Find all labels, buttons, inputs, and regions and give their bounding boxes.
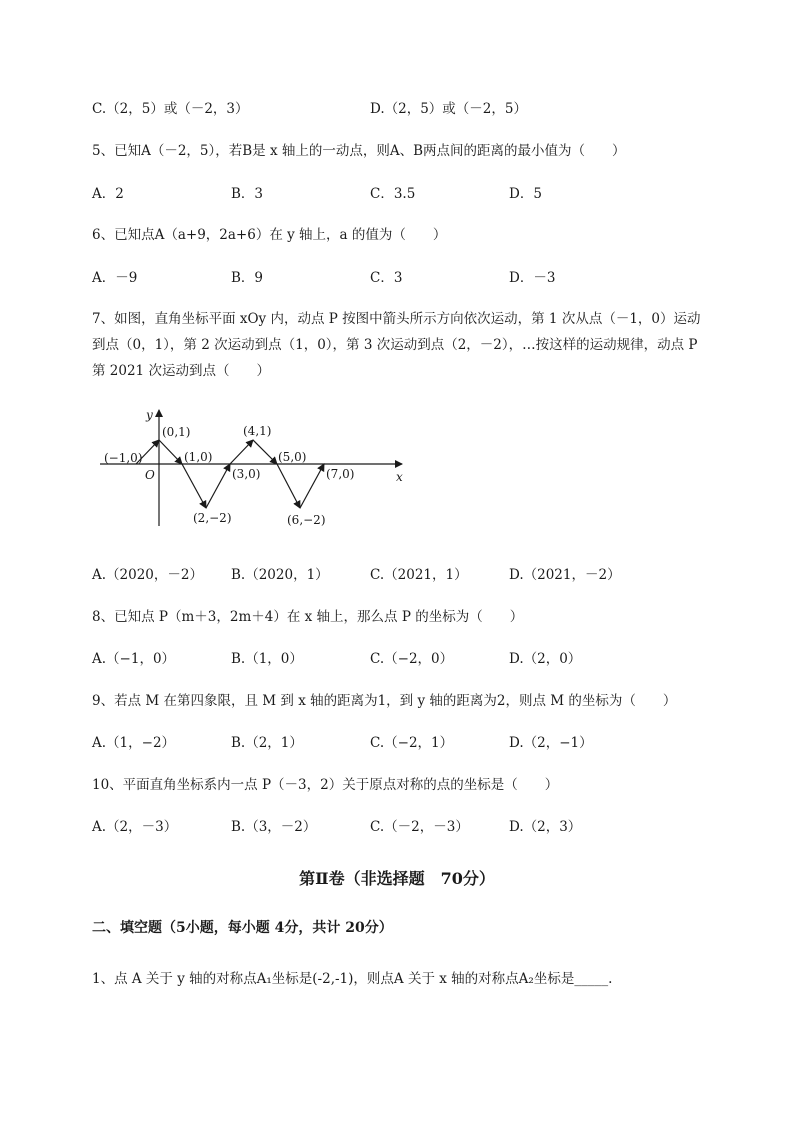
path-segment-2 bbox=[159, 440, 182, 464]
path-segment-3 bbox=[182, 464, 206, 508]
path-segment-8 bbox=[300, 464, 324, 508]
fill-blank-q1: 1、点 A 关于 y 轴的对称点A₁坐标是(-2,-1)，则点A 关于 x 轴的对称点A₂坐标是_____. bbox=[92, 971, 613, 987]
q7-option-a: A.（2020，－2） bbox=[92, 567, 203, 583]
path-segment-6 bbox=[253, 440, 277, 464]
q10-option-b: B.（3，－2） bbox=[231, 819, 317, 835]
q10-stem: 10、平面直角坐标系内一点 P（－3，2）关于原点对称的点的坐标是（ ） bbox=[92, 777, 559, 793]
q5-option-a: A．2 bbox=[92, 186, 124, 202]
q8-stem: 8、已知点 P（m＋3，2m＋4）在 x 轴上，那么点 P 的坐标为（ ） bbox=[92, 609, 524, 625]
q8-option-d: D.（2，0） bbox=[509, 651, 582, 667]
q8-option-a: A.（−1，0） bbox=[92, 651, 176, 667]
q7-option-b: B.（2020，1） bbox=[231, 567, 329, 583]
part2-section-heading: 二、填空题（5小题，每小题 4分，共计 20分） bbox=[92, 920, 393, 936]
q7-stem-line3: 第 2021 次运动到点（ ） bbox=[92, 363, 270, 379]
q9-option-d: D.（2，−1） bbox=[509, 735, 593, 751]
path-segment-4 bbox=[206, 464, 230, 508]
q8-option-b: B.（1，0） bbox=[231, 651, 303, 667]
q8-option-c: C.（−2，0） bbox=[370, 651, 454, 667]
point-label-6: (4,1) bbox=[243, 424, 272, 438]
point-label-1: (−1,0) bbox=[104, 451, 143, 465]
point-label-4: (2,−2) bbox=[193, 511, 232, 525]
x-axis-label: x bbox=[396, 470, 403, 484]
q5-option-d: D．5 bbox=[509, 186, 542, 202]
q5-option-b: B．3 bbox=[231, 186, 264, 202]
q10-option-c: C.（－2，－3） bbox=[370, 819, 469, 835]
q7-stem-line2: 到点（0，1），第 2 次运动到点（1，0），第 3 次运动到点（2，－2），…按这样的运动规律，动点 P bbox=[92, 337, 698, 353]
point-label-2: (0,1) bbox=[162, 425, 191, 439]
q7-motion-diagram bbox=[96, 398, 416, 533]
point-label-8: (6,−2) bbox=[287, 513, 326, 527]
q9-option-c: C.（−2，1） bbox=[370, 735, 454, 751]
q7-stem-line1: 7、如图，直角坐标平面 xOy 内，动点 P 按图中箭头所示方向依次运动，第 1 次从点（－1，0）运动 bbox=[92, 311, 701, 327]
point-label-7: (5,0) bbox=[278, 450, 307, 464]
q6-option-c: C．3 bbox=[370, 270, 403, 286]
q7-option-d: D.（2021，－2） bbox=[509, 567, 621, 583]
q10-option-d: D.（2，3） bbox=[509, 819, 582, 835]
q5-stem: 5、已知A（－2，5），若B是 x 轴上的一动点，则A、B两点间的距离的最小值为（ ） bbox=[92, 143, 626, 159]
path-segment-5 bbox=[230, 440, 253, 464]
q6-stem: 6、已知点A（a+9，2a+6）在 y 轴上，a 的值为（ ） bbox=[92, 227, 447, 243]
q7-option-c: C.（2021，1） bbox=[370, 567, 468, 583]
q5-option-c: C．3.5 bbox=[370, 186, 416, 202]
y-axis-label: y bbox=[146, 408, 153, 422]
q6-option-b: B．9 bbox=[231, 270, 264, 286]
point-label-3: (1,0) bbox=[184, 450, 213, 464]
q4-option-c: C.（2，5）或（－2，3） bbox=[92, 101, 249, 117]
point-label-9: (7,0) bbox=[326, 467, 355, 481]
path-segment-7 bbox=[277, 464, 300, 508]
q10-option-a: A.（2，－3） bbox=[92, 819, 178, 835]
origin-label: O bbox=[145, 468, 155, 482]
q4-option-d: D.（2，5）或（－2，5） bbox=[370, 101, 527, 117]
q6-option-d: D．－3 bbox=[509, 270, 556, 286]
q9-option-b: B.（2，1） bbox=[231, 735, 303, 751]
part2-title: 第Ⅱ卷（非选择题 70分） bbox=[299, 869, 495, 888]
q6-option-a: A．－9 bbox=[92, 270, 138, 286]
point-label-5: (3,0) bbox=[232, 467, 261, 481]
q9-stem: 9、若点 M 在第四象限，且 M 到 x 轴的距离为1，到 y 轴的距离为2，则点 M 的坐标为（ ） bbox=[92, 693, 677, 709]
q9-option-a: A.（1，−2） bbox=[92, 735, 176, 751]
